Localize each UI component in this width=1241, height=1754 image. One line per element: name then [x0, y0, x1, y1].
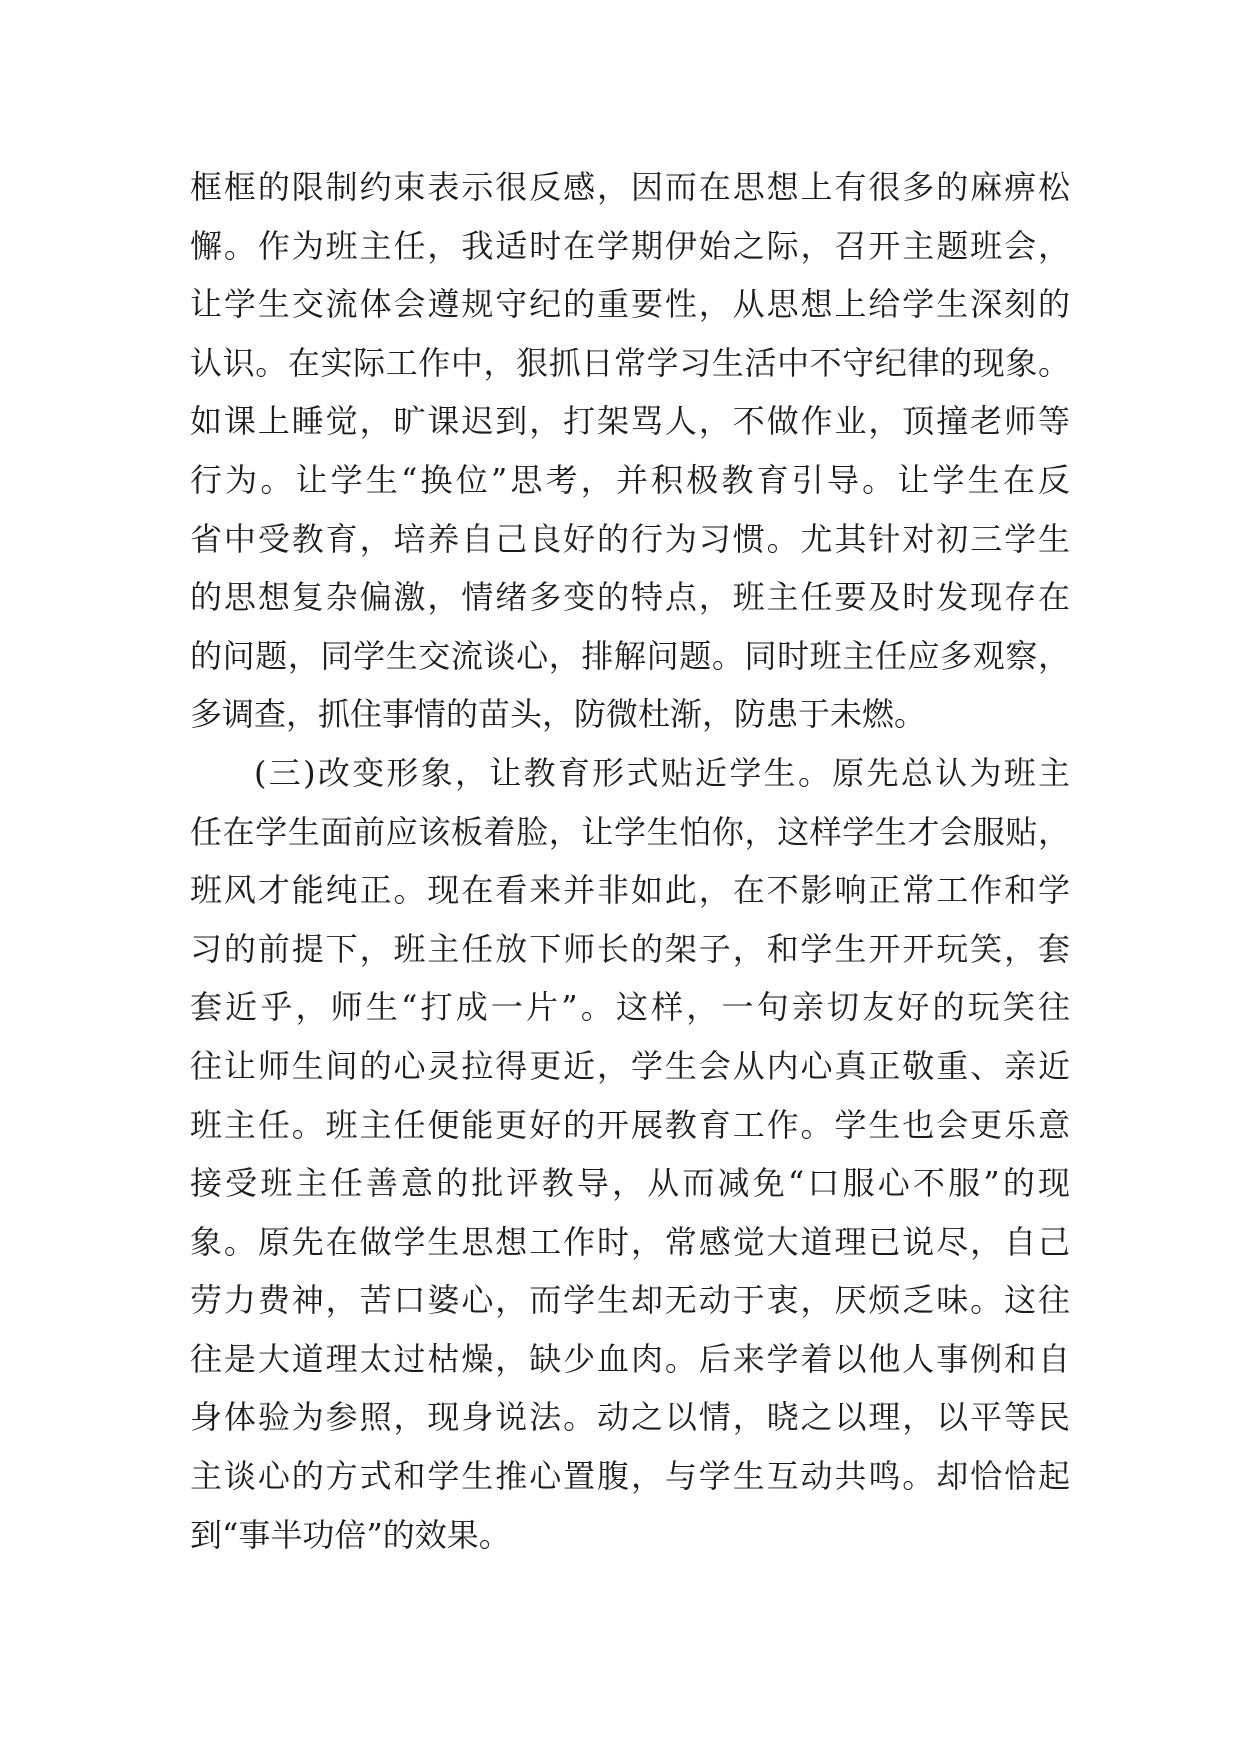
text-line: 的思想复杂偏激，情绪多变的特点，班主任要及时发现存在 — [190, 578, 1070, 617]
text-line: 身体验为参照，现身说法。动之以情，晓之以理，以平等民 — [190, 1398, 1070, 1437]
text-line: 班风才能纯正。现在看来并非如此，在不影响正常工作和学 — [190, 871, 1070, 910]
document-body — [190, 158, 1070, 1564]
text-line: 省中受教育，培养自己良好的行为习惯。尤其针对初三学生 — [190, 519, 1070, 558]
text-line: 套近乎，师生“打成一片”。这样，一句亲切友好的玩笑往 — [190, 988, 1070, 1027]
text-line: 让学生交流体会遵规守纪的重要性，从思想上给学生深刻的 — [190, 285, 1070, 324]
text-line: 接受班主任善意的批评教导，从而减免“口服心不服”的现 — [190, 1164, 1070, 1203]
text-line: 班主任。班主任便能更好的开展教育工作。学生也会更乐意 — [190, 1105, 1070, 1144]
text-line: 象。原先在做学生思想工作时，常感觉大道理已说尽，自己 — [190, 1222, 1070, 1261]
text-line: 框框的限制约束表示很反感，因而在思想上有很多的麻痹松 — [190, 168, 1070, 206]
text-line: 任在学生面前应该板着脸，让学生怕你，这样学生才会服贴， — [190, 812, 1070, 851]
paragraph-start-line: (三)改变形象，让教育形式贴近学生。原先总认为班主 — [254, 753, 1070, 792]
text-line: 行为。让学生“换位”思考，并积极教育引导。让学生在反 — [190, 460, 1070, 499]
text-line: 习的前提下，班主任放下师长的架子，和学生开开玩笑，套 — [190, 929, 1070, 968]
text-line: 认识。在实际工作中，狠抓日常学习生活中不守纪律的现象。 — [190, 343, 1070, 382]
text-line: 往是大道理太过枯燥，缺少血肉。后来学着以他人事例和自 — [190, 1339, 1070, 1378]
text-line: 的问题，同学生交流谈心，排解问题。同时班主任应多观察， — [190, 636, 1070, 675]
text-line: 主谈心的方式和学生推心置腹，与学生互动共鸣。却恰恰起 — [190, 1457, 1070, 1496]
paragraph-end-line: 到“事半功倍”的效果。 — [190, 1515, 511, 1554]
text-line: 劳力费神，苦口婆心，而学生却无动于衷，厌烦乏味。这往 — [190, 1281, 1070, 1320]
paragraph-end-line: 多调查，抓住事情的苗头，防微杜渐，防患于未燃。 — [190, 695, 927, 734]
text-line: 往让师生间的心灵拉得更近，学生会从内心真正敬重、亲近 — [190, 1046, 1070, 1085]
text-line: 懈。作为班主任，我适时在学期伊始之际，召开主题班会， — [190, 226, 1070, 265]
text-line: 如课上睡觉，旷课迟到，打架骂人，不做作业，顶撞老师等 — [190, 402, 1070, 441]
